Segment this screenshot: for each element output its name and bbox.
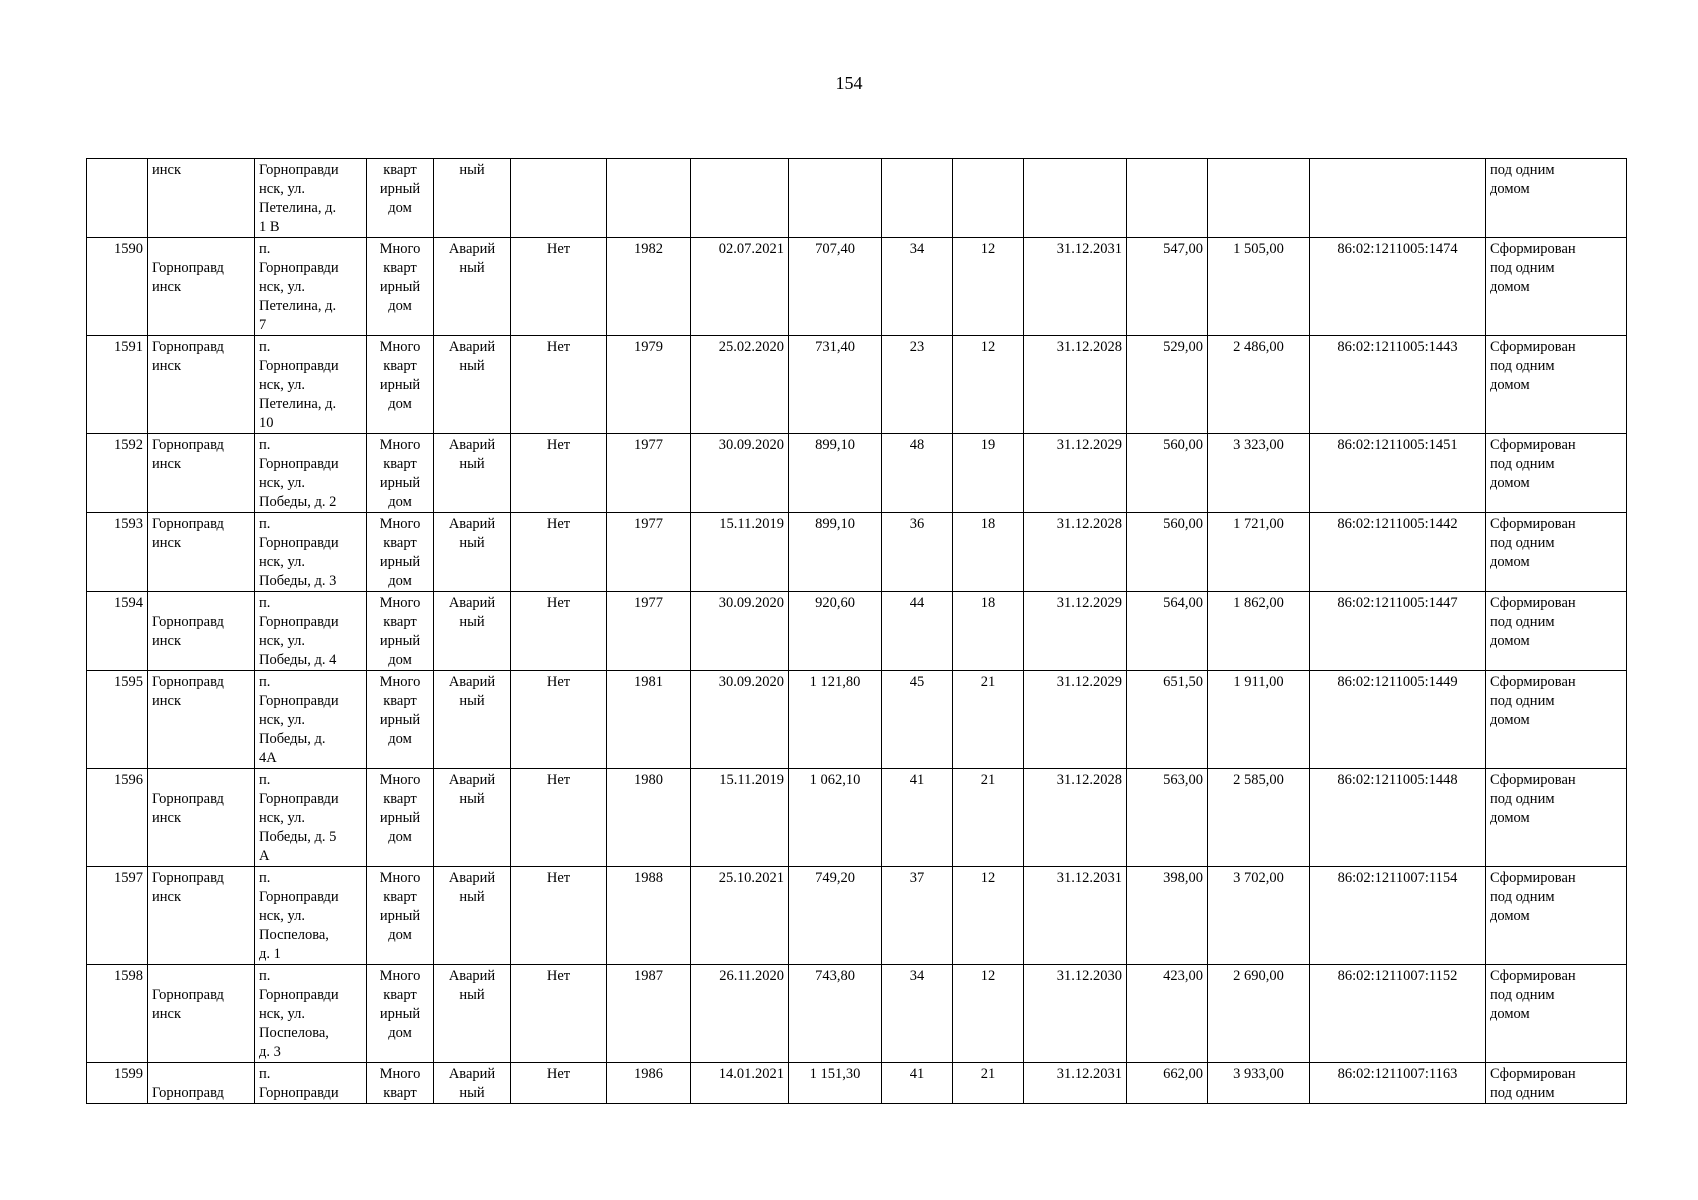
residents-cell: 23 bbox=[882, 336, 953, 434]
address-cell: п. Горноправди нск, ул. Поспелова, д. 3 bbox=[255, 965, 367, 1063]
total-area-cell: 1 062,10 bbox=[789, 769, 882, 867]
cost-cell: 2 486,00 bbox=[1208, 336, 1310, 434]
condition-cell: Аварий ный bbox=[434, 238, 511, 336]
land-status-cell: Сформирован под одним домом bbox=[1486, 592, 1627, 671]
cost-cell: 1 911,00 bbox=[1208, 671, 1310, 769]
table-row bbox=[87, 1063, 1627, 1104]
address-cell: п. Горноправди нск, ул. Победы, д. 4А bbox=[255, 671, 367, 769]
cost-cell: 1 505,00 bbox=[1208, 238, 1310, 336]
flag-cell bbox=[511, 159, 607, 238]
land-area-cell: 662,00 bbox=[1127, 1063, 1208, 1104]
apartments-cell: 19 bbox=[953, 434, 1024, 513]
table-row bbox=[87, 965, 1627, 1063]
year-built-cell: 1981 bbox=[607, 671, 691, 769]
row-number-cell: 1593 bbox=[87, 513, 148, 592]
condition-cell: Аварий ный bbox=[434, 336, 511, 434]
apartments-cell: 18 bbox=[953, 592, 1024, 671]
resettlement-deadline-cell: 31.12.2031 bbox=[1024, 1063, 1127, 1104]
building-type-cell: Много кварт ирный дом bbox=[367, 592, 434, 671]
table-row bbox=[87, 671, 1627, 769]
apartments-cell: 21 bbox=[953, 1063, 1024, 1104]
row-number-cell: 1598 bbox=[87, 965, 148, 1063]
apartments-cell bbox=[953, 159, 1024, 238]
apartments-cell: 21 bbox=[953, 769, 1024, 867]
row-number-cell: 1592 bbox=[87, 434, 148, 513]
land-area-cell bbox=[1127, 159, 1208, 238]
land-area-cell: 560,00 bbox=[1127, 434, 1208, 513]
municipality-cell: инск bbox=[148, 159, 255, 238]
land-status-cell: Сформирован под одним домом bbox=[1486, 671, 1627, 769]
page-number: 154 bbox=[835, 73, 863, 93]
flag-cell: Нет bbox=[511, 867, 607, 965]
land-status-cell: Сформирован под одним bbox=[1486, 1063, 1627, 1104]
municipality-cell: Горноправд инск bbox=[148, 867, 255, 965]
land-area-cell: 398,00 bbox=[1127, 867, 1208, 965]
table-row bbox=[87, 867, 1627, 965]
year-built-cell: 1988 bbox=[607, 867, 691, 965]
cost-cell: 3 933,00 bbox=[1208, 1063, 1310, 1104]
apartments-cell: 12 bbox=[953, 867, 1024, 965]
row-number-cell: 1595 bbox=[87, 671, 148, 769]
land-status-cell: Сформирован под одним домом bbox=[1486, 434, 1627, 513]
total-area-cell: 899,10 bbox=[789, 434, 882, 513]
residents-cell: 36 bbox=[882, 513, 953, 592]
recognition-date-cell: 30.09.2020 bbox=[691, 434, 789, 513]
land-status-cell: под одним домом bbox=[1486, 159, 1627, 238]
total-area-cell: 899,10 bbox=[789, 513, 882, 592]
cost-cell bbox=[1208, 159, 1310, 238]
resettlement-deadline-cell: 31.12.2031 bbox=[1024, 238, 1127, 336]
residents-cell: 34 bbox=[882, 965, 953, 1063]
building-type-cell: Много кварт ирный дом bbox=[367, 671, 434, 769]
resettlement-deadline-cell: 31.12.2028 bbox=[1024, 336, 1127, 434]
year-built-cell bbox=[607, 159, 691, 238]
address-cell: п. Горноправди нск, ул. Поспелова, д. 1 bbox=[255, 867, 367, 965]
year-built-cell: 1982 bbox=[607, 238, 691, 336]
total-area-cell: 749,20 bbox=[789, 867, 882, 965]
recognition-date-cell: 30.09.2020 bbox=[691, 592, 789, 671]
cadastral-number-cell: 86:02:1211005:1442 bbox=[1310, 513, 1486, 592]
apartments-cell: 12 bbox=[953, 238, 1024, 336]
municipality-cell: Горноправд инск bbox=[148, 513, 255, 592]
recognition-date-cell: 02.07.2021 bbox=[691, 238, 789, 336]
recognition-date-cell: 15.11.2019 bbox=[691, 769, 789, 867]
condition-cell: ный bbox=[434, 159, 511, 238]
recognition-date-cell: 25.02.2020 bbox=[691, 336, 789, 434]
row-number-cell: 1596 bbox=[87, 769, 148, 867]
municipality-cell: Горноправд инск bbox=[148, 434, 255, 513]
residents-cell: 41 bbox=[882, 1063, 953, 1104]
building-type-cell: Много кварт ирный дом bbox=[367, 965, 434, 1063]
building-type-cell: Много кварт ирный дом bbox=[367, 434, 434, 513]
year-built-cell: 1977 bbox=[607, 513, 691, 592]
table-row bbox=[87, 769, 1627, 867]
residents-cell bbox=[882, 159, 953, 238]
cadastral-number-cell: 86:02:1211005:1449 bbox=[1310, 671, 1486, 769]
land-status-cell: Сформирован под одним домом bbox=[1486, 513, 1627, 592]
land-status-cell: Сформирован под одним домом bbox=[1486, 867, 1627, 965]
condition-cell: Аварий ный bbox=[434, 592, 511, 671]
building-type-cell: Много кварт ирный дом bbox=[367, 769, 434, 867]
building-type-cell: кварт ирный дом bbox=[367, 159, 434, 238]
year-built-cell: 1977 bbox=[607, 434, 691, 513]
condition-cell: Аварий ный bbox=[434, 434, 511, 513]
year-built-cell: 1986 bbox=[607, 1063, 691, 1104]
table-row bbox=[87, 336, 1627, 434]
resettlement-deadline-cell: 31.12.2029 bbox=[1024, 592, 1127, 671]
cost-cell: 3 323,00 bbox=[1208, 434, 1310, 513]
resettlement-deadline-cell: 31.12.2030 bbox=[1024, 965, 1127, 1063]
apartments-cell: 12 bbox=[953, 965, 1024, 1063]
resettlement-deadline-cell: 31.12.2031 bbox=[1024, 867, 1127, 965]
cadastral-number-cell: 86:02:1211005:1451 bbox=[1310, 434, 1486, 513]
condition-cell: Аварий ный bbox=[434, 513, 511, 592]
municipality-cell: Горноправд инск bbox=[148, 238, 255, 336]
cost-cell: 3 702,00 bbox=[1208, 867, 1310, 965]
row-number-cell: 1594 bbox=[87, 592, 148, 671]
condition-cell: Аварий ный bbox=[434, 965, 511, 1063]
building-type-cell: Много кварт ирный дом bbox=[367, 238, 434, 336]
recognition-date-cell: 15.11.2019 bbox=[691, 513, 789, 592]
land-status-cell: Сформирован под одним домом bbox=[1486, 965, 1627, 1063]
municipality-cell: Горноправд инск bbox=[148, 769, 255, 867]
row-number-cell: 1599 bbox=[87, 1063, 148, 1104]
residents-cell: 48 bbox=[882, 434, 953, 513]
land-area-cell: 529,00 bbox=[1127, 336, 1208, 434]
land-area-cell: 560,00 bbox=[1127, 513, 1208, 592]
total-area-cell: 1 121,80 bbox=[789, 671, 882, 769]
row-number-cell: 1591 bbox=[87, 336, 148, 434]
recognition-date-cell bbox=[691, 159, 789, 238]
address-cell: п. Горноправди нск, ул. Петелина, д. 7 bbox=[255, 238, 367, 336]
condition-cell: Аварий ный bbox=[434, 671, 511, 769]
cost-cell: 2 690,00 bbox=[1208, 965, 1310, 1063]
total-area-cell: 920,60 bbox=[789, 592, 882, 671]
address-cell: п. Горноправди нск, ул. Победы, д. 2 bbox=[255, 434, 367, 513]
year-built-cell: 1977 bbox=[607, 592, 691, 671]
cadastral-number-cell: 86:02:1211005:1448 bbox=[1310, 769, 1486, 867]
table-row bbox=[87, 592, 1627, 671]
municipality-cell: Горноправд инск bbox=[148, 671, 255, 769]
cadastral-number-cell: 86:02:1211007:1152 bbox=[1310, 965, 1486, 1063]
cadastral-number-cell: 86:02:1211005:1474 bbox=[1310, 238, 1486, 336]
table-row bbox=[87, 238, 1627, 336]
flag-cell: Нет bbox=[511, 769, 607, 867]
land-status-cell: Сформирован под одним домом bbox=[1486, 238, 1627, 336]
residents-cell: 45 bbox=[882, 671, 953, 769]
residents-cell: 37 bbox=[882, 867, 953, 965]
apartments-cell: 21 bbox=[953, 671, 1024, 769]
land-area-cell: 564,00 bbox=[1127, 592, 1208, 671]
year-built-cell: 1979 bbox=[607, 336, 691, 434]
housing-registry-table bbox=[86, 158, 1627, 1104]
building-type-cell: Много кварт ирный дом bbox=[367, 513, 434, 592]
year-built-cell: 1987 bbox=[607, 965, 691, 1063]
condition-cell: Аварий ный bbox=[434, 1063, 511, 1104]
municipality-cell: Горноправд bbox=[148, 1063, 255, 1104]
land-area-cell: 563,00 bbox=[1127, 769, 1208, 867]
table-row bbox=[87, 434, 1627, 513]
land-area-cell: 547,00 bbox=[1127, 238, 1208, 336]
address-cell: п. Горноправди нск, ул. Победы, д. 4 bbox=[255, 592, 367, 671]
total-area-cell: 1 151,30 bbox=[789, 1063, 882, 1104]
land-status-cell: Сформирован под одним домом bbox=[1486, 769, 1627, 867]
building-type-cell: Много кварт ирный дом bbox=[367, 867, 434, 965]
apartments-cell: 12 bbox=[953, 336, 1024, 434]
land-area-cell: 423,00 bbox=[1127, 965, 1208, 1063]
cadastral-number-cell: 86:02:1211007:1163 bbox=[1310, 1063, 1486, 1104]
total-area-cell: 707,40 bbox=[789, 238, 882, 336]
row-number-cell: 1590 bbox=[87, 238, 148, 336]
table-row bbox=[87, 513, 1627, 592]
flag-cell: Нет bbox=[511, 513, 607, 592]
cadastral-number-cell: 86:02:1211005:1443 bbox=[1310, 336, 1486, 434]
address-cell: п. Горноправди нск, ул. Петелина, д. 10 bbox=[255, 336, 367, 434]
address-cell: Горноправди нск, ул. Петелина, д. 1 В bbox=[255, 159, 367, 238]
cost-cell: 2 585,00 bbox=[1208, 769, 1310, 867]
flag-cell: Нет bbox=[511, 238, 607, 336]
total-area-cell bbox=[789, 159, 882, 238]
condition-cell: Аварий ный bbox=[434, 867, 511, 965]
flag-cell: Нет bbox=[511, 965, 607, 1063]
year-built-cell: 1980 bbox=[607, 769, 691, 867]
cadastral-number-cell bbox=[1310, 159, 1486, 238]
apartments-cell: 18 bbox=[953, 513, 1024, 592]
cost-cell: 1 721,00 bbox=[1208, 513, 1310, 592]
resettlement-deadline-cell: 31.12.2028 bbox=[1024, 513, 1127, 592]
cadastral-number-cell: 86:02:1211005:1447 bbox=[1310, 592, 1486, 671]
table-row bbox=[87, 159, 1627, 238]
total-area-cell: 731,40 bbox=[789, 336, 882, 434]
land-status-cell: Сформирован под одним домом bbox=[1486, 336, 1627, 434]
residents-cell: 34 bbox=[882, 238, 953, 336]
building-type-cell: Много кварт ирный дом bbox=[367, 336, 434, 434]
resettlement-deadline-cell bbox=[1024, 159, 1127, 238]
recognition-date-cell: 30.09.2020 bbox=[691, 671, 789, 769]
row-number-cell: 1597 bbox=[87, 867, 148, 965]
row-number-cell bbox=[87, 159, 148, 238]
flag-cell: Нет bbox=[511, 336, 607, 434]
address-cell: п. Горноправди нск, ул. Победы, д. 5 А bbox=[255, 769, 367, 867]
condition-cell: Аварий ный bbox=[434, 769, 511, 867]
municipality-cell: Горноправд инск bbox=[148, 965, 255, 1063]
flag-cell: Нет bbox=[511, 434, 607, 513]
land-area-cell: 651,50 bbox=[1127, 671, 1208, 769]
resettlement-deadline-cell: 31.12.2028 bbox=[1024, 769, 1127, 867]
flag-cell: Нет bbox=[511, 671, 607, 769]
resettlement-deadline-cell: 31.12.2029 bbox=[1024, 671, 1127, 769]
building-type-cell: Много кварт bbox=[367, 1063, 434, 1104]
total-area-cell: 743,80 bbox=[789, 965, 882, 1063]
recognition-date-cell: 25.10.2021 bbox=[691, 867, 789, 965]
flag-cell: Нет bbox=[511, 592, 607, 671]
resettlement-deadline-cell: 31.12.2029 bbox=[1024, 434, 1127, 513]
municipality-cell: Горноправд инск bbox=[148, 592, 255, 671]
recognition-date-cell: 26.11.2020 bbox=[691, 965, 789, 1063]
cadastral-number-cell: 86:02:1211007:1154 bbox=[1310, 867, 1486, 965]
recognition-date-cell: 14.01.2021 bbox=[691, 1063, 789, 1104]
address-cell: п. Горноправди bbox=[255, 1063, 367, 1104]
residents-cell: 41 bbox=[882, 769, 953, 867]
municipality-cell: Горноправд инск bbox=[148, 336, 255, 434]
address-cell: п. Горноправди нск, ул. Победы, д. 3 bbox=[255, 513, 367, 592]
cost-cell: 1 862,00 bbox=[1208, 592, 1310, 671]
residents-cell: 44 bbox=[882, 592, 953, 671]
flag-cell: Нет bbox=[511, 1063, 607, 1104]
